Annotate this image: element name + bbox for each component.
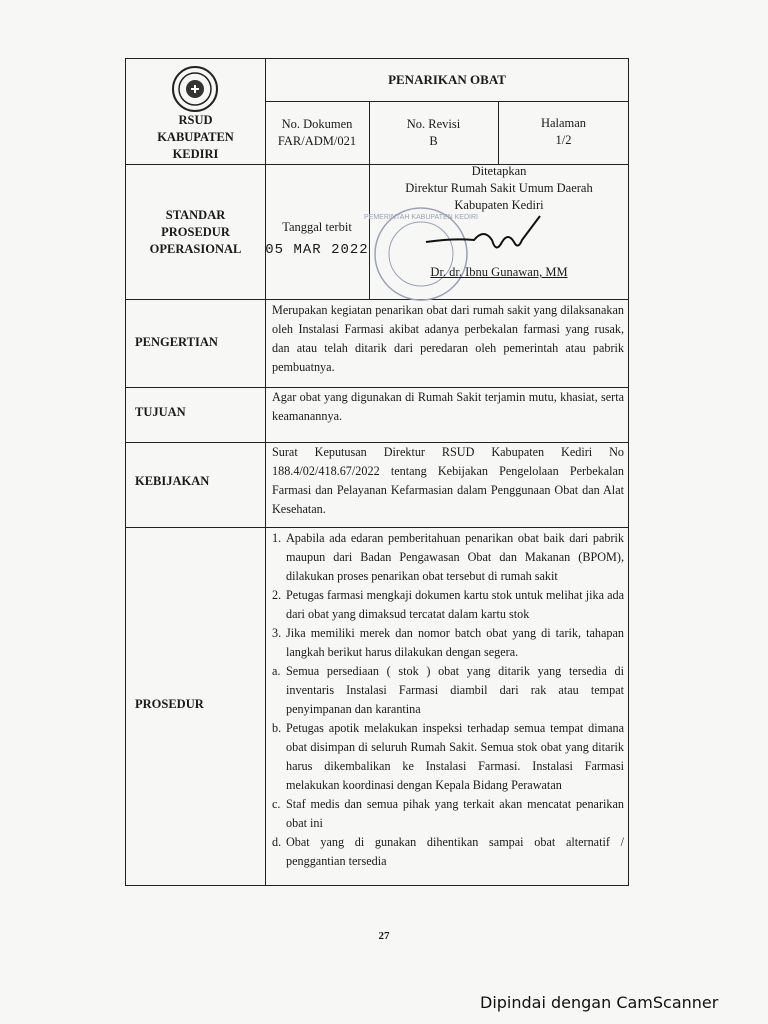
page-value: 1/2 xyxy=(555,133,572,147)
institution-line-1: RSUD xyxy=(178,113,213,127)
list-item xyxy=(272,624,624,662)
signature xyxy=(424,214,544,270)
revision-value: B xyxy=(429,134,438,148)
pengertian-text: Merupakan kegiatan penarikan obat dari rumah sakit yang dilaksanakan oleh Instalasi Farmasi akibat adanya perbekalan farmasi yang rusak, dan atau telah ditarik dari peredaran oleh pemerintah atau pabrik pembuatnya. xyxy=(272,303,624,374)
institution-line-3: KEDIRI xyxy=(172,147,219,161)
revision-label: No. Revisi xyxy=(406,117,461,131)
tujuan-text: Agar obat yang digunakan di Rumah Sakit terjamin mutu, khasiat, serta keamanannya. xyxy=(272,390,624,423)
scanner-watermark: Dipindai dengan CamScanner xyxy=(480,993,719,1012)
list-marker: 1. xyxy=(272,531,282,545)
list-item-text: Petugas apotik melakukan inspeksi terhadap semua tempat dimana obat disimpan di seluruh Rumah Sakit. Semua stok obat yang ditarik harus dikembalikan ke Instalasi Farmasi. Instalasi Farmasi melakukan koordinasi dengan Kepala Bidang Perawatan xyxy=(286,721,624,792)
institution-name xyxy=(126,112,265,163)
approved-label: Ditetapkan xyxy=(471,164,527,178)
list-item xyxy=(272,586,624,624)
revision-cell xyxy=(369,116,498,150)
list-item-text: Apabila ada edaran pemberitahuan penarikan obat baik dari pabrik maupun dari Badan Pengawasan Obat dan Makanan (BPOM), dilakukan proses penarikan obat tersebut di rumah sakit xyxy=(286,531,624,583)
hospital-logo xyxy=(171,65,219,113)
list-item-text: Staf medis dan semua pihak yang terkait akan mencatat penarikan obat ini xyxy=(286,797,624,830)
kebijakan-text: Surat Keputusan Direktur RSUD Kabupaten Kediri No 188.4/02/418.67/2022 tentang Kebijakan Pengelolaan Perbekalan Farmasi dan Pelayanan Kefarmasian dalam Penggunaan Obat dan Alat Kesehatan. xyxy=(272,445,624,516)
list-marker: 3. xyxy=(272,626,282,640)
tujuan-label: TUJUAN xyxy=(135,405,186,419)
list-marker: b. xyxy=(272,721,282,735)
institution-line-2: KABUPATEN xyxy=(157,130,234,144)
issued-date-stamp: 05 MAR 2022 xyxy=(265,242,369,258)
sop-title-line-1: STANDAR xyxy=(165,208,226,222)
kebijakan-label: KEBIJAKAN xyxy=(135,474,210,488)
prosedur-label: PROSEDUR xyxy=(135,697,204,711)
prosedur-list xyxy=(272,529,624,871)
sop-title xyxy=(126,207,265,258)
signatory-name: Dr. dr. Ibnu Gunawan, MM xyxy=(430,265,568,279)
list-item xyxy=(272,833,624,871)
list-item-text: Jika memiliki merek dan nomor batch obat yang di tarik, tahapan langkah berikut harus dilakukan dengan segera. xyxy=(286,626,624,659)
issued-label: Tanggal terbit xyxy=(282,220,352,234)
list-item-text: Petugas farmasi mengkaji dokumen kartu stok untuk melihat jika ada dari obat yang dimaksud tercatat dalam kartu stok xyxy=(286,588,624,621)
approval-block xyxy=(369,163,629,214)
page-number: 27 xyxy=(378,930,390,942)
stamp-text: PEMERINTAH KABUPATEN KEDIRI xyxy=(364,214,478,221)
director-title: Direktur Rumah Sakit Umum Daerah xyxy=(405,181,593,195)
regency-name: Kabupaten Kediri xyxy=(454,198,544,212)
list-marker: a. xyxy=(272,664,281,678)
list-marker: c. xyxy=(272,797,281,811)
document-title: PENARIKAN OBAT xyxy=(388,72,506,87)
list-item xyxy=(272,795,624,833)
list-marker: d. xyxy=(272,835,282,849)
sop-title-line-3: OPERASIONAL xyxy=(149,242,242,256)
doc-number-label: No. Dokumen xyxy=(281,117,353,131)
doc-number-cell xyxy=(265,116,369,150)
list-item-text: Semua persediaan ( stok ) obat yang ditarik yang tersedia di inventaris Instalasi Farmasi diambil dari rak atau tempat penyimpanan dan karantina xyxy=(286,664,624,716)
sop-table xyxy=(125,58,629,886)
list-item xyxy=(272,529,624,586)
list-item xyxy=(272,719,624,795)
sop-title-line-2: PROSEDUR xyxy=(161,225,230,239)
page-label: Halaman xyxy=(540,116,587,130)
list-marker: 2. xyxy=(272,588,282,602)
list-item-text: Obat yang di gunakan dihentikan sampai obat alternatif / penggantian tersedia xyxy=(286,835,624,868)
page-cell xyxy=(498,115,629,149)
doc-number-value: FAR/ADM/021 xyxy=(277,134,357,148)
pengertian-label: PENGERTIAN xyxy=(135,335,218,349)
list-item xyxy=(272,662,624,719)
